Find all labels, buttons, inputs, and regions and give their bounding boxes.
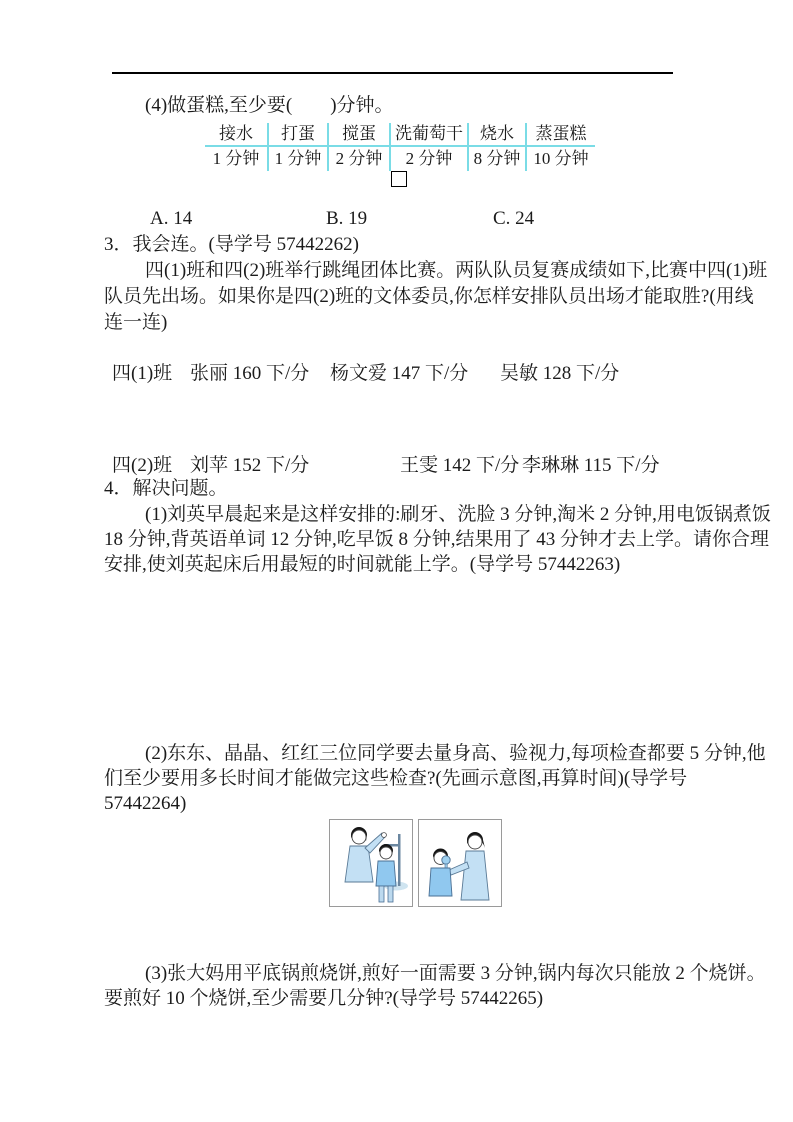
team1-row bbox=[0, 358, 793, 384]
team2-player: 刘苹 152 下/分 bbox=[190, 455, 310, 476]
table-value-cell: 2 分钟 bbox=[405, 149, 453, 168]
question-3-text-line: 连一连) bbox=[104, 312, 168, 333]
option-b: B. 19 bbox=[326, 208, 368, 229]
question-4-2-line: 57442264) bbox=[104, 793, 187, 814]
team1-player: 杨文爱 147 下/分 bbox=[330, 363, 469, 384]
table-value-cell: 8 分钟 bbox=[473, 149, 521, 168]
height-measure-icon bbox=[330, 820, 412, 906]
team2-row bbox=[0, 450, 793, 476]
table-column bbox=[391, 123, 469, 171]
table-column bbox=[527, 123, 595, 171]
answer-box-square bbox=[391, 171, 407, 187]
team2-player: 李琳琳 115 下/分 bbox=[522, 455, 660, 476]
question-3-text-line: 四(1)班和四(2)班举行跳绳团体比赛。两队队员复赛成绩如下,比赛中四(1)班 bbox=[145, 260, 768, 281]
table-value-cell: 2 分钟 bbox=[335, 149, 383, 168]
question-4-1-line: 18 分钟,背英语单词 12 分钟,吃早饭 8 分钟,结果用了 43 分钟才去上学。请你合理 bbox=[104, 529, 770, 550]
table-column bbox=[269, 123, 329, 171]
question-4-3-line: (3)张大妈用平底锅煎烧饼,煎好一面需要 3 分钟,锅内每次只能放 2 个烧饼。 bbox=[145, 963, 766, 984]
question-2-4-prompt: (4)做蛋糕,至少要( )分钟。 bbox=[145, 95, 394, 116]
question-4-heading: 4．解决问题。 bbox=[104, 478, 228, 499]
team1-player: 吴敏 128 下/分 bbox=[500, 363, 620, 384]
team1-player: 张丽 160 下/分 bbox=[190, 363, 310, 384]
question-4-3-line: 要煎好 10 个烧饼,至少需要几分钟?(导学号 57442265) bbox=[104, 988, 544, 1009]
table-header-cell: 烧水 bbox=[469, 123, 525, 147]
option-a: A. 14 bbox=[150, 208, 193, 229]
table-column bbox=[329, 123, 391, 171]
question-3-heading: 3．我会连。(导学号 57442262) bbox=[104, 234, 359, 255]
question-4-2-line: (2)东东、晶晶、红红三位同学要去量身高、验视力,每项检查都要 5 分钟,他 bbox=[145, 743, 766, 764]
table-header-cell: 搅蛋 bbox=[329, 123, 389, 147]
cake-steps-table bbox=[205, 123, 595, 171]
table-header-cell: 洗葡萄干 bbox=[391, 123, 467, 147]
question-3-text-line: 队员先出场。如果你是四(2)班的文体委员,你怎样安排队员出场才能取胜?(用线 bbox=[104, 286, 754, 307]
top-divider-rule bbox=[112, 72, 673, 74]
option-c: C. 24 bbox=[493, 208, 535, 229]
checkup-illustrations bbox=[329, 819, 502, 907]
table-header-cell: 蒸蛋糕 bbox=[527, 123, 595, 147]
table-header-cell: 接水 bbox=[205, 123, 267, 147]
table-value-cell: 10 分钟 bbox=[533, 149, 589, 168]
team1-label: 四(1)班 bbox=[112, 363, 173, 384]
team2-label: 四(2)班 bbox=[112, 455, 173, 476]
team2-player: 王雯 142 下/分 bbox=[400, 455, 520, 476]
table-value-cell: 1 分钟 bbox=[274, 149, 322, 168]
table-header-cell: 打蛋 bbox=[269, 123, 327, 147]
table-value-cell: 1 分钟 bbox=[212, 149, 260, 168]
table-column bbox=[205, 123, 269, 171]
question-4-2-line: 们至少要用多长时间才能做完这些检查?(先画示意图,再算时间)(导学号 bbox=[104, 768, 688, 789]
table-column bbox=[469, 123, 527, 171]
height-measure-illustration bbox=[329, 819, 413, 907]
vision-test-illustration bbox=[418, 819, 502, 907]
vision-test-icon bbox=[419, 820, 501, 906]
question-4-1-line: 安排,使刘英起床后用最短的时间就能上学。(导学号 57442263) bbox=[104, 554, 621, 575]
question-4-1-line: (1)刘英早晨起来是这样安排的:刷牙、洗脸 3 分钟,淘米 2 分钟,用电饭锅煮饭 bbox=[145, 504, 771, 525]
